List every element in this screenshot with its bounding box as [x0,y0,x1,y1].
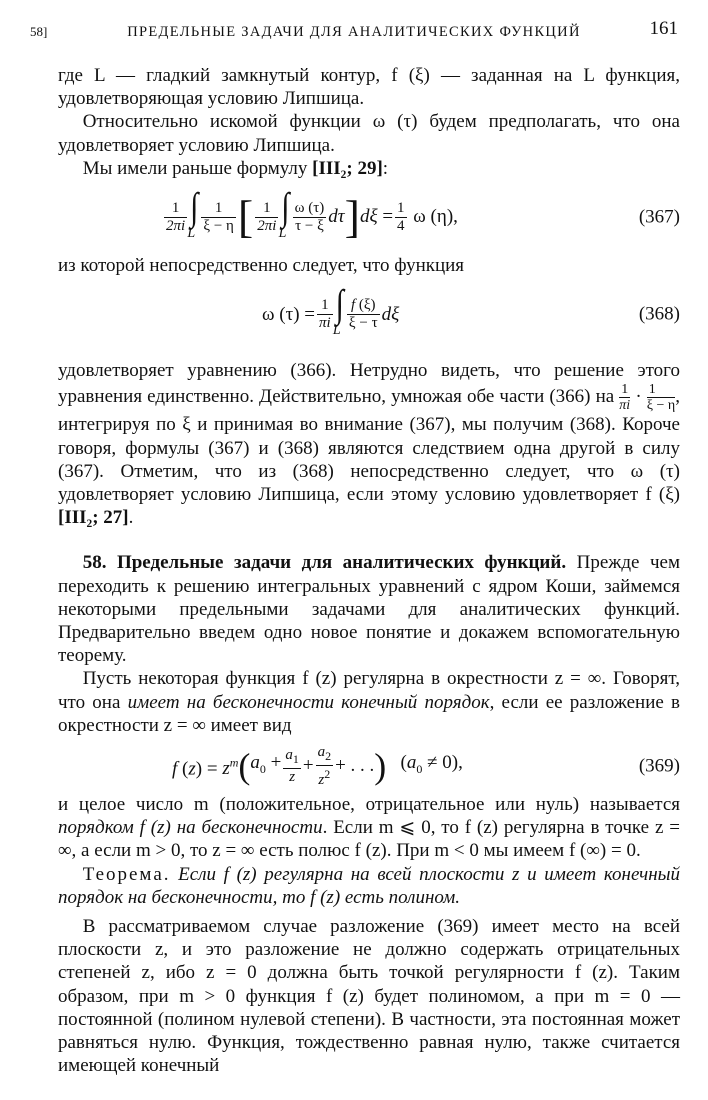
page-body [58,64,680,1078]
equation-number-368: (368) [638,303,680,325]
section-heading: 58. Предельные задачи для аналитических функций. [82,552,567,574]
equation-369-formula: f $(z) = z^m$ ( $a_0$ + $\frac{a_1}{z}$ + $\frac{a_2}{z^2}$ + . . . ) $(a_0 \ne 0)$, [172,743,463,788]
equation-number-369: (369) [638,755,680,777]
paragraph-7: Пусть некоторая функция f (z) регулярна в окрестности z = ∞. Говорят, что она имеет на бесконечности конечный порядок, если ее разложение в окрестности z = ∞ имеет вид [58,668,680,736]
section-marker: 58] [30,24,48,39]
equation-368-formula: ω (τ) = $\frac{1}{\pi i}$ ∫ L $\frac{f (\xi)}{\xi - \tau}$ dξ [262,283,400,339]
reference: [III₂; 29] [312,157,383,179]
page-number: 161 [649,18,678,39]
paragraph-10: В рассматриваемом случае разложение (369) имеет место на всей плоскости z, и это разложение не должно содержать отрицательных степеней z, ибо z = 0 должна быть точкой регулярности f (z). Таким образом, при m > 0 функция f (z) будет полиномом, а при m = 0 — постоянной (полином нулевой степени). В частности, эта постоянная может равняться нулю. Функция, тождественно равная нулю, также считается имеющей конечный [58,916,680,1077]
equation-number-367: (367) [638,206,680,228]
reference: [III₂; 27] [58,507,129,529]
paragraph-2: Относительно искомой функции ω (τ) будем предполагать, что она удовлетворяет условию Липшица. [58,111,680,156]
running-head [30,18,678,46]
paragraph-3: Мы имели раньше формулу [III₂; 29]: [82,157,389,179]
equation-367-formula: $\frac{1}{2\pi i}$ ∫ L $\frac{1}{\xi - \eta}$ [ $\frac{1}{2\pi i}$ ∫ L $\frac{\omega (\tau)}{\tau - \xi}$ dτ ] dξ = $\frac{1}{4}$ ω (η), [166,185,458,243]
chapter-title: ПРЕДЕЛЬНЫЕ ЗАДАЧИ ДЛЯ АНАЛИТИЧЕСКИХ ФУНКЦИЙ [127,24,581,40]
paragraph-5: удовлетворяет уравнению (366). Нетрудно видеть, что решение этого уравнения единственно. Действительно, умножая обе части (366) на $\frac{1}{\pi i}$ · $\frac{1}{\xi - \eta}$ , интегрируя по ξ и принимая во внимание (367), мы получим (368). Короче говоря, формулы (367) и (368) являются следствием одна другой в силу (367). Отметим, что из (368) непосредственно следует, что ω (τ) удовлетворяет условию Липшица, если этому условию удовлетворяет f (ξ) [III₂; 27]. [58,360,681,529]
equation-369 [58,743,680,789]
theorem-label: Теорема. [82,863,171,885]
paragraph-6: 58. Предельные задачи для аналитических функций. Прежде чем переходить к решению интегральных уравнений с ядром Коши, займемся некоторыми предельными задачами для аналитических функций. Предварительно введем одно новое понятие и докажем вспомогательную теорему. [58,552,680,667]
paragraph-8: и целое число m (положительное, отрицательное или нуль) называется порядком f (z) на бесконечности. Если m ⩽ 0, то f (z) регулярна в точке z = ∞, а если m > 0, то z = ∞ есть полюс f (z). При m < 0 мы имеем f (∞) = 0. [58,794,680,862]
paragraph-1: где L — гладкий замкнутый контур, f (ξ) — заданная на L функция, удовлетворяющая условию Липшица. [58,65,680,110]
paragraph-4: из которой непосредственно следует, что функция [58,255,465,277]
equation-367 [58,182,680,252]
equation-368 [58,279,680,349]
paragraph-9-theorem: Теорема. Если f (z) регулярна на всей плоскости z и имеет конечный порядок на бесконечности, то f (z) есть полином. [58,863,680,908]
